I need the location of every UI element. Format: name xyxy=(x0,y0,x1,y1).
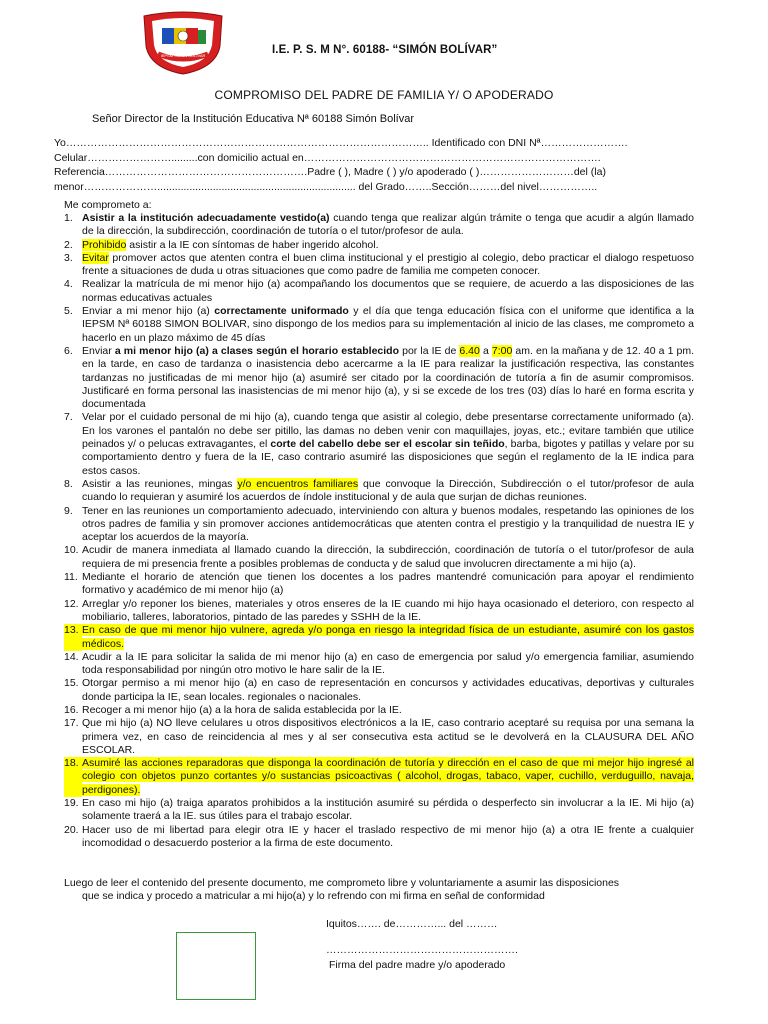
item-number: 13. xyxy=(64,624,82,651)
item-text: Mediante el horario de atención que tienen los docentes a los padres mantendré comunicación para apoyar el rendimiento formativo y académico de mi menor hijo (a) xyxy=(82,571,694,597)
item-number: 12. xyxy=(64,597,79,610)
commitment-item xyxy=(64,212,694,239)
commitment-item xyxy=(64,345,694,411)
commitment-item xyxy=(64,411,694,477)
item-text: Enviar a mi menor hijo (a) correctamente uniformado y el día que tenga educación física con el uniforme que identifica a la IEPSM Nª 60188 SIMON BOLIVAR, sino dispongo de los medios para su implementación al inicio de las clases, me comprometo a hacerlo en un plazo máximo de 45 días xyxy=(82,305,695,344)
item-number: 7. xyxy=(64,411,73,424)
item-number: 8. xyxy=(64,477,73,490)
item-number: 16. xyxy=(64,703,79,716)
item-text: Prohibido asistir a la IE con síntomas de haber ingerido alcohol. xyxy=(82,238,379,251)
signature-label: Firma del padre madre y/o apoderado xyxy=(329,959,506,971)
item-number: 4. xyxy=(64,278,73,291)
item-text: Enviar a mi menor hijo (a) a clases según el horario establecido por la IE de 6.40 a 7:00 am. en la mañana y de 12. 40 a 1 pm. en la tarde, en caso de tardanza o inasistencia debo acercarme a la IE para realizar la justificación respectiva, las constantes tardanzas no justificadas de mi menor hijo (a) asumiré ser citado por la coordinación de tutoría a fin de asumir compromisos. Justificaré en forma personal las inasistencias de mi menor hijo (a), y si se excede de los tres (03) días lo haré en forma escrita y documentada xyxy=(82,344,694,411)
signature-line: ………………………………………………. xyxy=(326,944,518,956)
item-number: 18. xyxy=(64,757,82,797)
commitment-item xyxy=(64,624,694,651)
item-text: Asistir a las reuniones, mingas y/o encuentros familiares que convoque la Dirección, Subdirección o el tutor/profesor de aula cuando lo requieran y asumiré los acuerdos de índole institucional y de aula que surjan de dichas reuniones. xyxy=(82,477,694,504)
item-number: 3. xyxy=(64,251,73,264)
form-line-student[interactable]: menor………………….................................................................... del Grado……..Sección………del nivel…………….. xyxy=(54,180,598,193)
document-title: COMPROMISO DEL PADRE DE FAMILIA Y/ O APODERADO xyxy=(214,88,554,102)
fingerprint-box xyxy=(176,932,256,1000)
item-text: Tener en las reuniones un comportamiento adecuado, interviniendo con altura y buenos modales, respetando las opiniones de los otros padres de familia y sin promover acciones antidemocráticas que atenten contra el prestigio y la tranquilidad de nuestra IE y aceptar los acuerdos de la mayoría. xyxy=(82,504,694,544)
item-text: Asumiré las acciones reparadoras que disponga la coordinación de tutoría y dirección en el caso de que mi mejor hijo ingresé al colegio con objetos punzo cortantes y/o sustancias psicoactivas ( alcohol, drogas, tabaco, vaper, cuchillo, verduguillo, navaja, perdigones). xyxy=(82,757,694,796)
closing-line-1: Luego de leer el contenido del presente documento, me comprometo libre y voluntariamente a asumir las disposiciones xyxy=(64,877,620,889)
logo-text: IEPSM SIMON BOLIVAR xyxy=(160,53,206,58)
commitment-item xyxy=(64,278,694,305)
closing-line-2: que se indica y procedo a matricular a mi hijo(a) y lo refrendo con mi firma en señal de conformidad xyxy=(82,890,545,903)
item-text: Velar por el cuidado personal de mi hijo (a), cuando tenga que asistir al colegio, debe presentarse correctamente uniformado (a). En los varones el pantalón no debe ser pitillo, las damas no deben venir con maquillajes, joyas, etc.; evitare también que utilice peinados y/ o pelucas extravagantes, el corte del cabello debe ser el escolar sin teñido, barba, bigotes y patillas y velare por su comportamiento dentro y fuera de la IE, caso contrario asumiré las disposiciones que según el reglamento de la IE indica para estos casos. xyxy=(82,411,694,477)
commitment-item xyxy=(64,571,694,598)
item-number: 14. xyxy=(64,650,79,663)
school-logo xyxy=(140,10,226,76)
form-line-name[interactable]: Yo………………………………………………………………………………………….. Identificado con DNI Nª……………………. xyxy=(54,137,628,149)
commitment-item xyxy=(64,305,694,345)
commitment-item xyxy=(64,651,694,678)
commitment-item xyxy=(64,797,694,824)
item-text: Asistir a la institución adecuadamente vestido(a) cuando tenga que realizar algún trámite o tenga que acudir a algún llamado de la dirección, la subdirección, coordinación de tutoría o el tutor/profesor de aula. xyxy=(82,212,694,238)
salutation: Señor Director de la Institución Educativa Nª 60188 Simón Bolívar xyxy=(92,113,415,125)
form-line-reference[interactable]: Referencia………………………………………………….Padre ( ), Madre ( ) y/o apoderado ( )………………………del (la) xyxy=(54,166,606,179)
commitment-item xyxy=(64,717,694,757)
commitment-intro: Me comprometo a: xyxy=(64,199,152,211)
item-text: Acudir de manera inmediata al llamado cuando la dirección, la subdirección, coordinación de tutoría o el tutor/profesor de aula requiera de mi presencia frente a posibles problemas de conducta y de salud que involucren directamente a mi hijo (a). xyxy=(82,544,694,570)
parent-info-form xyxy=(54,136,694,194)
closing-paragraph xyxy=(64,877,694,904)
commitment-item xyxy=(64,598,694,625)
commitment-item xyxy=(64,704,694,717)
item-text: En caso mi hijo (a) traiga aparatos prohibidos a la institución asumiré su pérdida o desperfecto sin involucrar a la IE. Mi hijo (a) solamente traerá a la IE. sus útiles para el trabajo escolar. xyxy=(82,797,694,823)
commitment-item xyxy=(64,757,694,797)
item-number: 9. xyxy=(64,504,73,517)
item-number: 2. xyxy=(64,238,73,251)
item-number: 11. xyxy=(64,571,78,584)
item-text: Evitar promover actos que atenten contra el buen clima institucional y el prestigio al colegio, debo practicar el dialogo respetuoso frente a situaciones de duda u otras situaciones que como padre de familia me competen conocer. xyxy=(82,251,694,278)
commitment-item xyxy=(64,252,694,279)
item-text: Realizar la matrícula de mi menor hijo (a) acompañando los documentos que se requiere, de acuerdo a las disposiciones de las normas educativas actuales xyxy=(82,278,694,304)
item-number: 10. xyxy=(64,544,79,557)
commitment-item xyxy=(64,505,694,545)
item-number: 6. xyxy=(64,344,73,357)
item-text: Acudir a la IE para solicitar la salida de mi menor hijo (a) en caso de emergencia por salud y/o emergencia familiar, asumiendo toda responsabilidad por ningún otro motivo le hare salir de la IE. xyxy=(82,650,694,677)
item-number: 20. xyxy=(64,823,79,836)
commitment-item xyxy=(64,239,694,252)
item-number: 17. xyxy=(64,717,79,730)
commitment-item xyxy=(64,478,694,505)
item-text: En caso de que mi menor hijo vulnere, agreda y/o ponga en riesgo la integridad física de un estudiante, asumiré con los gastos médicos. xyxy=(82,624,694,650)
commitment-list xyxy=(64,212,694,850)
item-number: 1. xyxy=(64,212,73,224)
item-text: Otorgar permiso a mi menor hijo (a) en caso de representación en concursos y actividades educativas, deportivas y culturales donde participa la IE, sean locales. regionales o nacionales. xyxy=(82,677,694,703)
commitment-item xyxy=(64,544,694,571)
item-number: 15. xyxy=(64,677,79,690)
item-number: 5. xyxy=(64,305,73,318)
commitment-item xyxy=(64,677,694,704)
item-text: Arreglar y/o reponer los bienes, materiales y otros enseres de la IE cuando mi hijo haya ocasionado el deterioro, con respecto al mobiliario, talleres, laboratorios, pintado de las paredes y SSHH de la IE. xyxy=(82,597,694,623)
form-line-phone-address[interactable]: Celular…………………….........con domicilio actual en…………………………………………………………………………. xyxy=(54,151,601,164)
commitment-item xyxy=(64,824,694,851)
item-text: Hacer uso de mi libertad para elegir otra IE y hacer el traslado respectivo de mi menor hijo (a) a otra IE frente a cualquier incomodidad o desacuerdo posterior a la firma de este documento. xyxy=(82,823,694,849)
item-text: Que mi hijo (a) NO lleve celulares u otros dispositivos electrónicos a la IE, caso contrario aceptaré su requisa por una semana la primera vez, en caso de reincidencia al mes y al ser consecutiva esta actitud se le devolverá en la CLAUSURA DEL AÑO ESCOLAR. xyxy=(82,717,694,756)
item-text: Recoger a mi menor hijo (a) a la hora de salida establecida por la IE. xyxy=(82,703,402,716)
school-title: I.E. P. S. M N°. 60188- “SIMÓN BOLÍVAR” xyxy=(272,44,498,56)
item-number: 19. xyxy=(64,797,79,810)
place-date: Iquitos……. de…………... del ……… xyxy=(326,918,498,930)
